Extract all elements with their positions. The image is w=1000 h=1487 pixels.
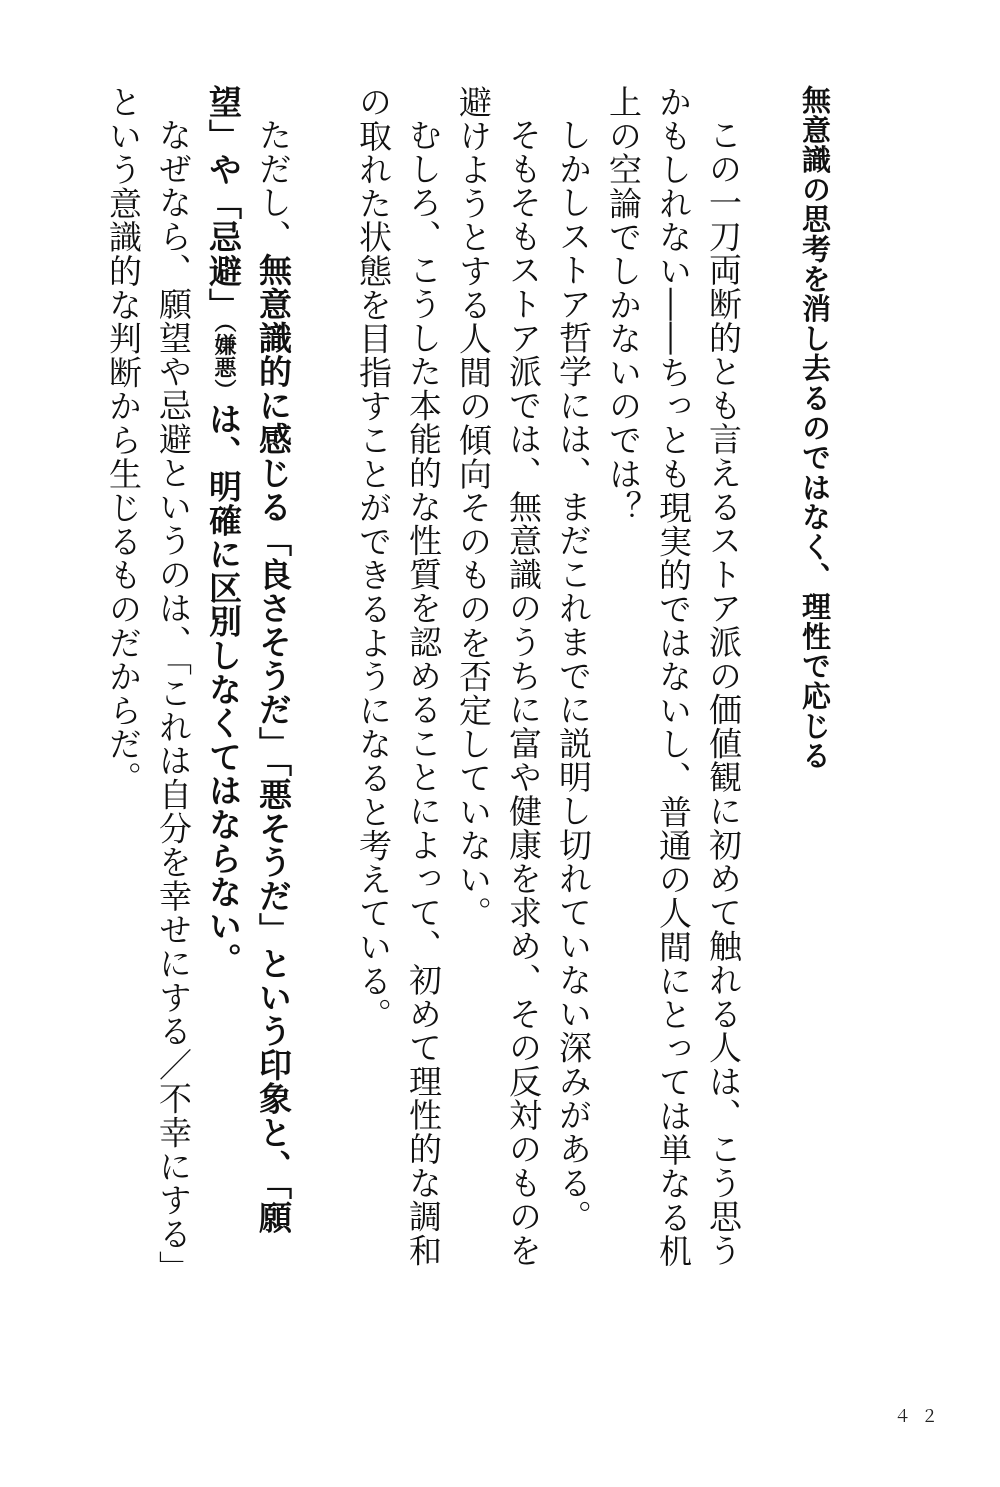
page-number: ４２ — [894, 1407, 948, 1427]
paragraph-5 — [198, 85, 298, 1275]
paragraph-2: しかしストア哲学には、まだこれまでに説明し切れていない深みがある。 — [554, 118, 593, 1234]
paragraph-1: この一刀両断的とも言えるストア派の価値観に初めて触れる人は、こう思うかもしれない――ちっとも現実的ではないし、普通の人間にとっては単なる机上の空論でしかないのでは？ — [604, 85, 743, 1268]
paragraph-5-bold-1: 無意識的に感じる「良さそうだ」「悪そうだ」という印象と、「願望」や「忌避」 — [204, 85, 293, 1235]
paragraph-3: そもそもストア派では、無意識のうちに富や健康を求め、その反対のものを避けようとする人間の傾向そのものを否定していない。 — [454, 85, 543, 1268]
paragraph-4: むしろ、こうした本能的な性質を認めることによって、初めて理性的な調和の取れた状態を目指すことができるようになると考えている。 — [354, 85, 443, 1268]
paragraph-5-bold-2: は、明確に区別しなくてはならない。 — [204, 401, 243, 977]
vertical-text-block — [98, 85, 840, 1275]
paragraph-5-note: （嫌悪） — [211, 321, 236, 402]
paragraph-5-intro: ただし、 — [254, 118, 293, 254]
paragraph-6: なぜなら、願望や忌避というのは、「これは自分を幸せにする／不幸にする」という意識的な判断から生じるものだからだ。 — [104, 85, 193, 1268]
section-heading: 無意識の思考を消し去るのではなく、理性で応じる — [798, 85, 832, 771]
